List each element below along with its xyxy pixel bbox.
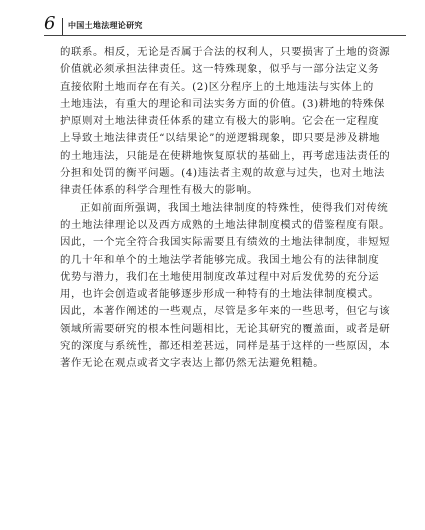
text-line: 因此，一个完全符合我国实际需要且有绩效的土地法律制度，非短短 — [60, 236, 391, 249]
text-line: 究的深度与系统性，都还相差甚远，同样是基于这样的一些原因，本 — [60, 340, 391, 353]
text-line: 因此，本著作阐述的一些观点，尽管是多年来的一些思考，但它与该 — [60, 305, 391, 318]
text-line: 的几十年和单个的土地法学者能够完成。我国土地公有的法律制度 — [60, 253, 380, 266]
running-title: 中国土地法理论研究 — [68, 21, 143, 30]
page-header — [18, 14, 406, 36]
header-vertical-rule — [62, 18, 63, 36]
text-line: 土地违法，有重大的理论和司法实务方面的价值。(3)耕地的特殊保 — [60, 97, 385, 110]
text-line: 护原则对土地法律责任体系的建立有极大的影响。它会在一定程度 — [60, 115, 380, 128]
text-line: 上导致土地法律责任“以结果论”的逆逻辑现象，即只要是涉及耕地 — [60, 132, 381, 145]
text-line: 分担和处罚的衡平问题。(4)违法者主观的故意与过失，也对土地法 — [60, 167, 385, 180]
paragraph-2 — [60, 200, 391, 373]
text-line: 著作无论在观点或者文字表达上都仍然无法避免粗糙。 — [60, 357, 325, 370]
text-line: 优势与潜力，我们在土地使用制度改革过程中对后发优势的充分运 — [60, 270, 380, 283]
text-line: 的土地违法，只能是在使耕地恢复原状的基础上，再考虑违法责任的 — [60, 149, 391, 162]
page-number: 6 — [44, 13, 56, 34]
body-text — [60, 44, 391, 373]
text-line: 律责任体系的科学合理性有极大的影响。 — [60, 184, 259, 197]
text-line: 用，也许会创造或者能够逐步形成一种特有的土地法律制度模式。 — [60, 288, 380, 301]
text-line: 的土地法律理论以及西方成熟的土地法律制度模式的借鉴程度有限。 — [60, 218, 391, 231]
paragraph-1 — [60, 44, 391, 200]
header-rule — [44, 35, 406, 36]
text-line: 价值就必须承担法律责任。这一特殊现象，似乎与一部分法定义务 — [60, 63, 380, 76]
text-line: 的联系。相反，无论是否属于合法的权利人，只要损害了土地的资源 — [60, 46, 391, 58]
text-line: 正如前面所强调，我国土地法律制度的特殊性，使得我们对传统 — [80, 201, 389, 214]
text-line: 直接依附土地而存在有关。(2)区分程序上的土地违法与实体上的 — [60, 80, 374, 93]
text-line: 领域所需要研究的根本性问题相比，无论其研究的覆盖面，或者是研 — [60, 322, 391, 335]
